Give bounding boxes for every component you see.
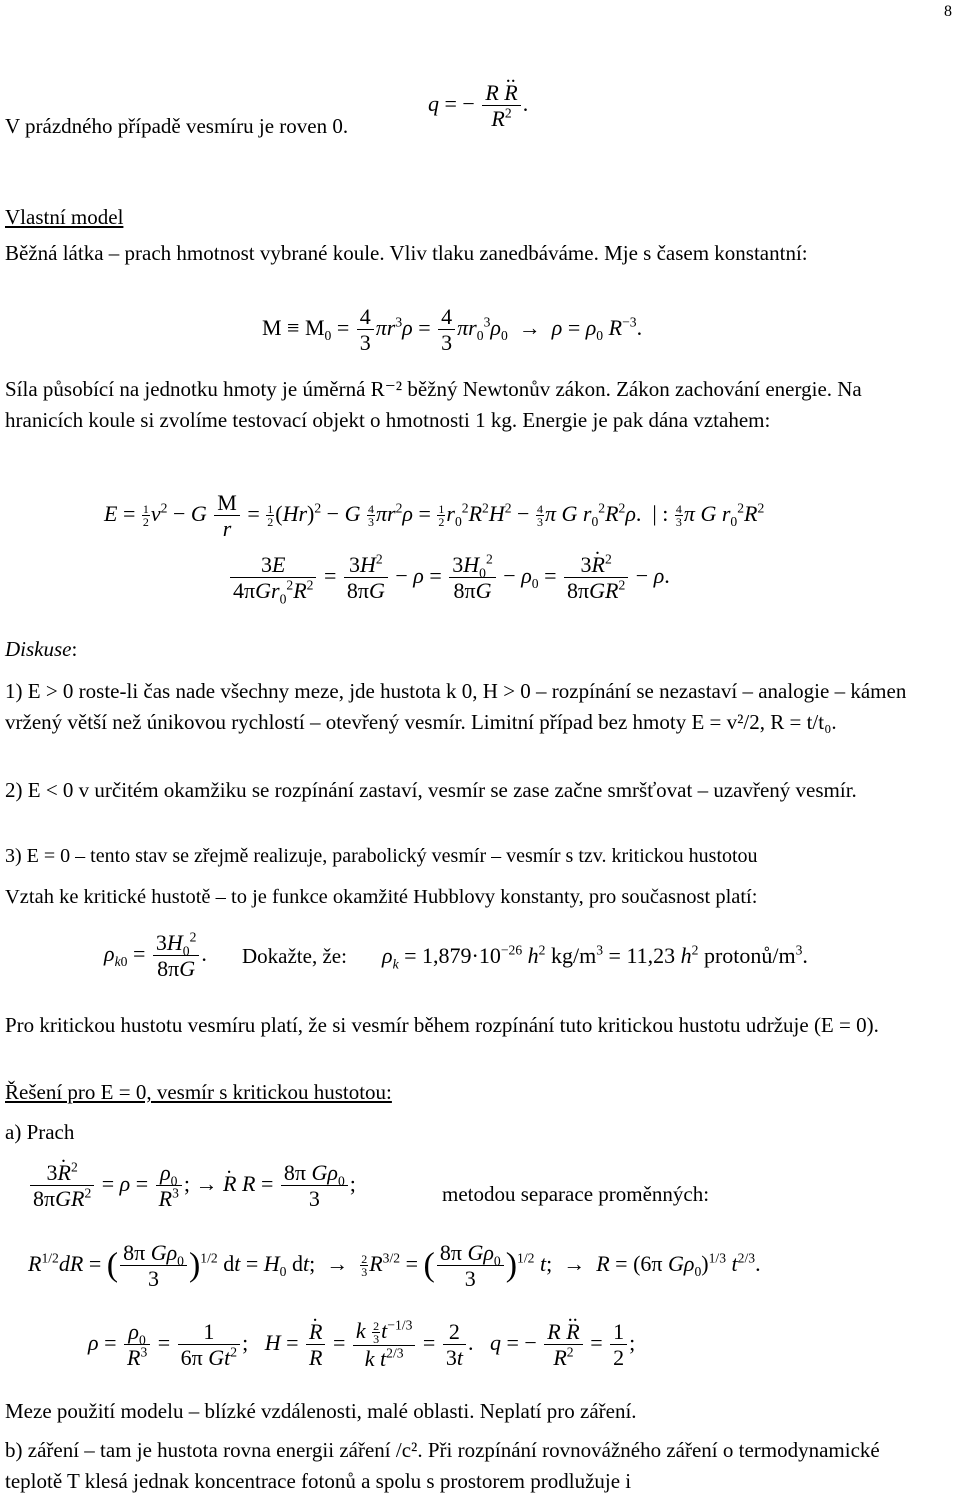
critical-paragraph: Pro kritickou hustotu vesmíru platí, že si vesmír během rozpínání tuto kritickou hustotu udržuje (E = 0). (5, 1013, 879, 1037)
dust-equation-1: $\frac{3R .^2}{8\pi GR^2}$ = ρ = $\frac{\rho_0}{R^3}$ ; → R . R = $\frac{8\pi G\rho_0}{3}$ ; (28, 1160, 356, 1212)
discussion-item-3: 3) E = 0 – tento stav se zřejmě realizuje, parabolický vesmír – vesmír s tzv. kritickou hustotou (5, 845, 758, 867)
force-text: Síla působící na jednotku hmoty je úměrná R⁻² běžný Newtonův zákon. Zákon zachování energie. Na hranicích koule si zvolíme testovací objekt o hmotnosti 1 kg. Energie je pak dána vztahem: (5, 377, 862, 432)
prove-text: Dokažte, že: (242, 944, 347, 968)
page-number: 8 (944, 3, 952, 20)
dust-equation-3: ρ = $\frac{\rho_0}{R^3}$ = $\frac{1}{6\pi Gt^2}$ ; H = $\frac{R .}{R}$ = k $\frac{2}{3}$ $t^{-1/3}$ k $t^{2/3}$ = $\frac{2}{3t}$ . q = − $\frac{\text{R R ..}}{R^2}$ = $\frac{1}{2}$ ; (88, 1318, 635, 1372)
mass-formula: $M \equiv M_0$ = $\frac{4}{3}$ $\pi r^3\rho$ = $\frac{4}{3}$ $\pi r_0^3\rho_0 \to \rho = \rho_0$ $R^{-3}$. (262, 304, 643, 356)
limits-text: Meze použití modelu – blízké vzdálenosti, malé oblasti. Neplatí pro záření. (5, 1399, 637, 1423)
prove-formula: $\rho_k = 1,879\cdot 10^{-26}$ $h^2$ $kg/m^3 = 11,23$ $h^2$ protonů/$m^3$. (382, 942, 808, 972)
energy-formula-2: $\frac{3E}{4\pi Gr_0^2R^2}$ = $\frac{3H^2}{8\pi G}$ − ρ = $\frac{3H_0^2}{8\pi G}$ − $\rho_0$ = $\frac{3R .^2}{8\pi GR^2}$ − ρ. (228, 552, 670, 604)
discussion-item-1: 1) E > 0 roste-li čas nade všechny meze, jde hustota k 0, H > 0 – rozpínání se nezastaví – analogie – kámen vržený větší než únikovou rychlostí – otevřený vesmír. Limitní případ bez hmoty E = v²/2, R = t/t₀. (5, 679, 907, 734)
solution-heading: Řešení pro E = 0, vesmír s kritickou hustotou: (5, 1080, 392, 1104)
radiation-text: b) záření – tam je hustota rovna energii záření /c². Při rozpínání rovnovážného záření o termodynamické teplotě T klesá jednak koncentrace fotonů a spolu s prostorem prodlužuje i (5, 1438, 880, 1493)
case-a-label: a) Prach (5, 1120, 75, 1144)
discussion-item-2: 2) E < 0 v určitém okamžiku se rozpínání zastaví, vesmír se zase začne smršťovat – uzavřený vesmír. (5, 778, 857, 802)
dust-equation-2: $R^{1/2}dR$ = ( $\frac{8\pi G\rho_0}{3}$ )$^{1/2}$ dt = $H_0$ dt; → $\frac{2}{3}$ $R^{3/2}$ = ( $\frac{8\pi G\rho_0}{3}$ )$^{1/2}$ t; → R = (6π $G\rho_0)^{1/3}$ $t^{2/3}$. (28, 1240, 761, 1292)
separation-text: metodou separace proměnných: (442, 1182, 710, 1206)
energy-formula-1: E = $\frac{1}{2}$ $v^2 - G$ $\frac{M}{r}$ = $\frac{1}{2}$ $(Hr)^2 - G$ $\frac{4}{3}$ $\pi r^2\rho$ = $\frac{1}{2}$ $r_0^2R^2H^2$ − $\frac{4}{3}$ π G $r_0^2R^2\rho$. | : $\frac{4}{3}$ π G $r_0^2R^2$ (104, 490, 765, 542)
critical-text: Vztah ke kritické hustotě – to je funkce okamžité Hubblovy konstanty, pro současnost platí: (5, 886, 758, 908)
diskuse-label: Diskuse: (5, 637, 78, 661)
top-formula: q = − $\frac{\text{R R ..}}{R^2}$ . (428, 80, 528, 132)
model-intro: Běžná látka – prach hmotnost vybrané koule. Vliv tlaku zanedbáváme. Mje s časem konstantní: (5, 241, 808, 265)
vacuum-text: V prázdného případě vesmíru je roven 0. (5, 114, 349, 138)
section-heading-model: Vlastní model (5, 205, 124, 229)
critical-formula: $\rho_{k0}$ = $\frac{3H_0^2}{8\pi G}$ . (104, 929, 207, 982)
